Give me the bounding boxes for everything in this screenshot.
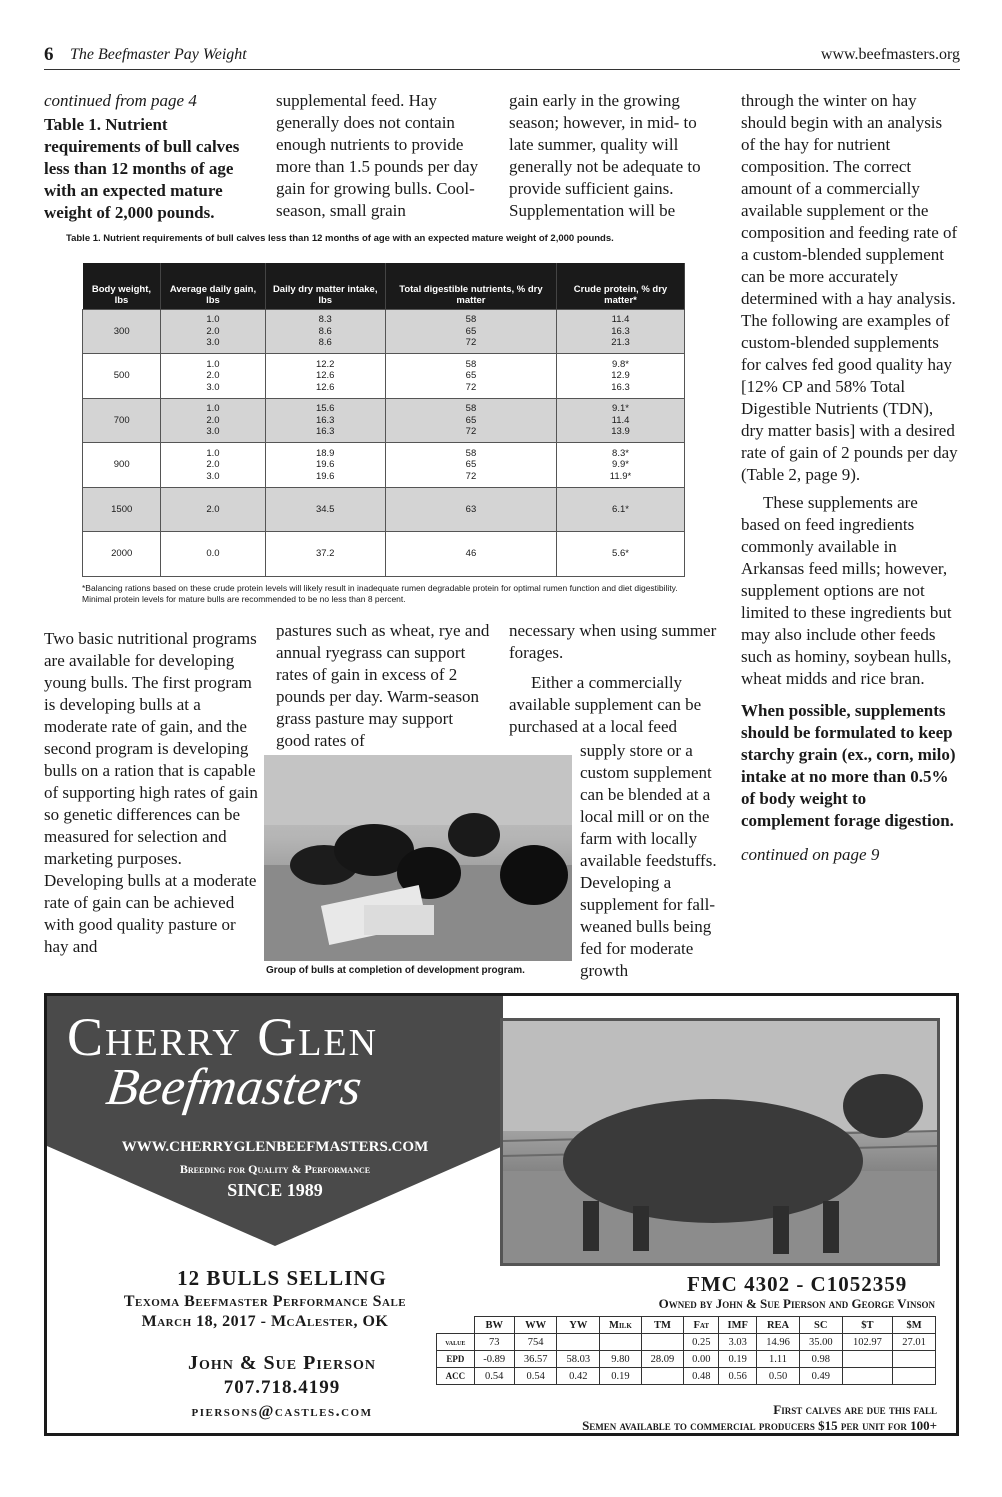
table-cell: 300 [83,309,161,354]
table-row [83,309,685,354]
table-row [83,354,685,399]
epd-column-header: IMF [719,1317,757,1334]
epd-cell [641,1368,684,1385]
epd-header-row [437,1317,936,1334]
epd-cell [893,1368,936,1385]
table-header-row [83,263,685,309]
table-cell: 500 [83,354,161,399]
epd-cell: 0.49 [799,1368,842,1385]
table-column-header: Average daily gain, lbs [161,263,265,309]
epd-column-header: BW [474,1317,514,1334]
epd-column-header: Milk [600,1317,641,1334]
table-cell: 46 [385,532,556,577]
epd-column-header [437,1317,475,1334]
ad-bulls-selling: 12 BULLS SELLING [177,1266,387,1290]
ad-owners: Owned by John & Sue Pierson and George Vinson [658,1296,935,1311]
table-cell: 37.2 [265,532,385,577]
epd-column-header: Fat [684,1317,719,1334]
paragraph: Either a commercially available supplement can be purchased at a local feed [509,673,702,736]
epd-cell: 102.97 [842,1334,893,1351]
epd-cell [842,1368,893,1385]
bull-photo [500,1018,940,1266]
paragraph: through the winter on hay should begin with an analysis of the hay for nutrient composition. The correct amount of a commercially available supplement or the composition and feeding rate of a custom-blended supplement can be more accurately determined with a hay analysis. The following are examples of custom-blended supplements for calves fed good quality hay [12% CP and 58% Total Digestible Nutrients (TDN), dry matter basis] with a desired rate of gain of 2 pounds per day (Table 2, page 9). [741,91,958,484]
epd-row-label: ACC [437,1368,475,1385]
paragraph: Two basic nutritional programs are available for developing young bulls. The first program is developing bulls at a moderate rate of gain, and the second program is developing bulls on a ration that is capable of supporting high rates of gain so genetic differences can be measured for selection and marketing purposes. Developing bulls at a moderate rate of gain can be achieved with good quality pasture or hay and [44,629,258,956]
ad-logo-script: Beefmasters [102,1059,366,1116]
epd-cell: 0.19 [719,1351,757,1368]
table-caption: Table 1. Nutrient requirements of bull calves less than 12 months of age with an expected mature weight of 2,000 pounds. [66,233,614,244]
table-cell: 58 65 72 [385,398,556,443]
column-1-bottom [44,628,259,958]
table-cell: 1.0 2.0 3.0 [161,443,265,488]
table-cell: 9.8* 12.9 16.3 [557,354,685,399]
table-cell: 6.1* [557,487,685,532]
table-cell: 63 [385,487,556,532]
table-cell: 1.0 2.0 3.0 [161,309,265,354]
table-cell: 34.5 [265,487,385,532]
column-2-top [276,90,491,222]
ad-phone[interactable]: 707.718.4199 [223,1377,341,1398]
epd-column-header: $M [893,1317,936,1334]
epd-column-header: SC [799,1317,842,1334]
table-cell: 58 65 72 [385,309,556,354]
epd-column-header: YW [557,1317,600,1334]
ad-website[interactable]: WWW.CHERRYGLENBEEFMASTERS.COM [121,1139,429,1155]
page-header [44,44,960,70]
ad-sale-date: March 18, 2017 - McAlester, OK [141,1313,389,1330]
epd-cell: 1.11 [757,1351,800,1368]
table-cell: 0.0 [161,532,265,577]
epd-column-header: REA [757,1317,800,1334]
table-cell: 900 [83,443,161,488]
continued-from-note: continued from page 4 [44,91,197,110]
table-cell: 700 [83,398,161,443]
table-row [83,443,685,488]
epd-cell: 0.25 [684,1334,719,1351]
table-row [83,532,685,577]
epd-row [437,1334,936,1351]
epd-cell: 0.54 [514,1368,557,1385]
epd-cell: 0.00 [684,1351,719,1368]
epd-cell: 14.96 [757,1334,800,1351]
column-3-top [509,90,724,222]
epd-cell: 3.03 [719,1334,757,1351]
table-column-header: Crude protein, % dry matter* [557,263,685,309]
table-row [83,398,685,443]
epd-cell: 754 [514,1334,557,1351]
epd-cell: -0.89 [474,1351,514,1368]
epd-row-label: EPD [437,1351,475,1368]
bold-callout: When possible, supplements should be formulated to keep starchy grain (ex., corn, milo) intake at no more than 0.5% of body weight to complement forage digestion. [741,701,956,830]
table-column-header: Body weight, lbs [83,263,161,309]
ad-semen-note: Semen available to commercial producers $15 per unit for 100+ [582,1418,937,1433]
bulls-illustration [264,755,572,961]
epd-cell: 0.98 [799,1351,842,1368]
epd-row [437,1351,936,1368]
epd-cell: 35.00 [799,1334,842,1351]
paragraph: supplemental feed. Hay generally does not contain enough nutrients to provide more than 1.5 pounds per day gain for growing bulls. Cool-season, small grain [276,91,479,220]
table-cell: 58 65 72 [385,443,556,488]
ad-sale-info [55,1292,475,1332]
epd-cell: 9.80 [600,1351,641,1368]
column-3-wrap [580,740,730,982]
bull-illustration [503,1021,937,1263]
table-cell: 2.0 [161,487,265,532]
site-url[interactable]: www.beefmasters.org [820,46,960,63]
epd-table [436,1316,936,1385]
epd-cell [557,1334,600,1351]
photo-caption: Group of bulls at completion of development program. [266,965,525,976]
paragraph: supply store or a custom supplement can be blended at a local mill or on the farm with locally available feedstuffs. Developing a supplement for fall-weaned bulls being fed for moderate growth [580,741,717,980]
ad-sale-name: Texoma Beefmaster Performance Sale [123,1293,407,1310]
table-cell: 1.0 2.0 3.0 [161,354,265,399]
epd-cell [893,1351,936,1368]
ad-logo-text: Cherry Glen [67,1007,379,1067]
ad-tagline: Breeding for Quality & Performance [179,1162,371,1176]
table-column-header: Total digestible nutrients, % dry matter [385,263,556,309]
epd-cell: 0.48 [684,1368,719,1385]
epd-cell: 0.42 [557,1368,600,1385]
table-row [83,487,685,532]
page-number: 6 [44,44,54,65]
ad-calves-note: First calves are due this fall [773,1402,937,1417]
epd-cell: 27.01 [893,1334,936,1351]
publication-title: The Beefmaster Pay Weight [70,46,247,63]
table-cell: 8.3* 9.9* 11.9* [557,443,685,488]
cherry-glen-advertisement [44,993,959,1436]
ad-since: SINCE 1989 [227,1180,323,1200]
table-cell: 2000 [83,532,161,577]
epd-cell: 0.19 [600,1368,641,1385]
paragraph: These supplements are based on feed ingredients commonly available in Arkansas feed mills; however, supplement options are not limited to these ingredients but may also include other feeds such as hominy, soybean hulls, wheat midds and rice bran. [741,493,952,688]
epd-cell: 73 [474,1334,514,1351]
table-column-header: Daily dry matter intake, lbs [265,263,385,309]
table-cell: 12.2 12.6 12.6 [265,354,385,399]
table-cell: 1500 [83,487,161,532]
column-1-top [44,90,259,224]
column-4 [741,90,959,866]
table-cell: 58 65 72 [385,354,556,399]
epd-cell: 0.56 [719,1368,757,1385]
epd-cell [600,1334,641,1351]
ad-bull-id: FMC 4302 - C1052359 [687,1272,908,1296]
epd-cell [842,1351,893,1368]
column-2-bottom [276,620,491,752]
continued-on-note: continued on page 9 [741,845,880,864]
epd-cell: 0.50 [757,1368,800,1385]
epd-column-header: $T [842,1317,893,1334]
table-cell: 15.6 16.3 16.3 [265,398,385,443]
epd-row-label: value [437,1334,475,1351]
paragraph: gain early in the growing season; however, in mid- to late summer, quality will generally not be adequate to provide sufficient gains. Supplementation will be [509,91,701,220]
table-cell: 11.4 16.3 21.3 [557,309,685,354]
column-3-bottom [509,620,724,738]
table-cell: 5.6* [557,532,685,577]
epd-column-header: TM [641,1317,684,1334]
ad-email[interactable]: piersons@castles.com [191,1403,373,1420]
ad-contact-name: John & Sue Pierson [187,1352,377,1374]
epd-cell [641,1334,684,1351]
epd-row [437,1368,936,1385]
epd-cell: 28.09 [641,1351,684,1368]
paragraph: pastures such as wheat, rye and annual ryegrass can support rates of gain in excess of 2 pounds per day. Warm-season grass pasture may support good rates of [276,621,490,750]
table-cell: 1.0 2.0 3.0 [161,398,265,443]
epd-cell: 58.03 [557,1351,600,1368]
table-cell: 18.9 19.6 19.6 [265,443,385,488]
table-heading: Table 1. Nutrient requirements of bull calves less than 12 months of age with an expected mature weight of 2,000 pounds. [44,115,240,222]
nutrient-table [82,263,685,577]
epd-cell: 36.57 [514,1351,557,1368]
epd-cell: 0.54 [474,1368,514,1385]
table-footnote: *Balancing rations based on these crude protein levels will likely result in inadequate rumen degradable protein for optimal rumen function and diet digestibility. Minimal protein levels for mature bulls are recommended to be no less than 8 percent. [82,583,678,604]
epd-column-header: WW [514,1317,557,1334]
table-cell: 9.1* 11.4 13.9 [557,398,685,443]
paragraph: necessary when using summer forages. [509,621,717,662]
table-cell: 8.3 8.6 8.6 [265,309,385,354]
bulls-group-photo [264,755,572,961]
